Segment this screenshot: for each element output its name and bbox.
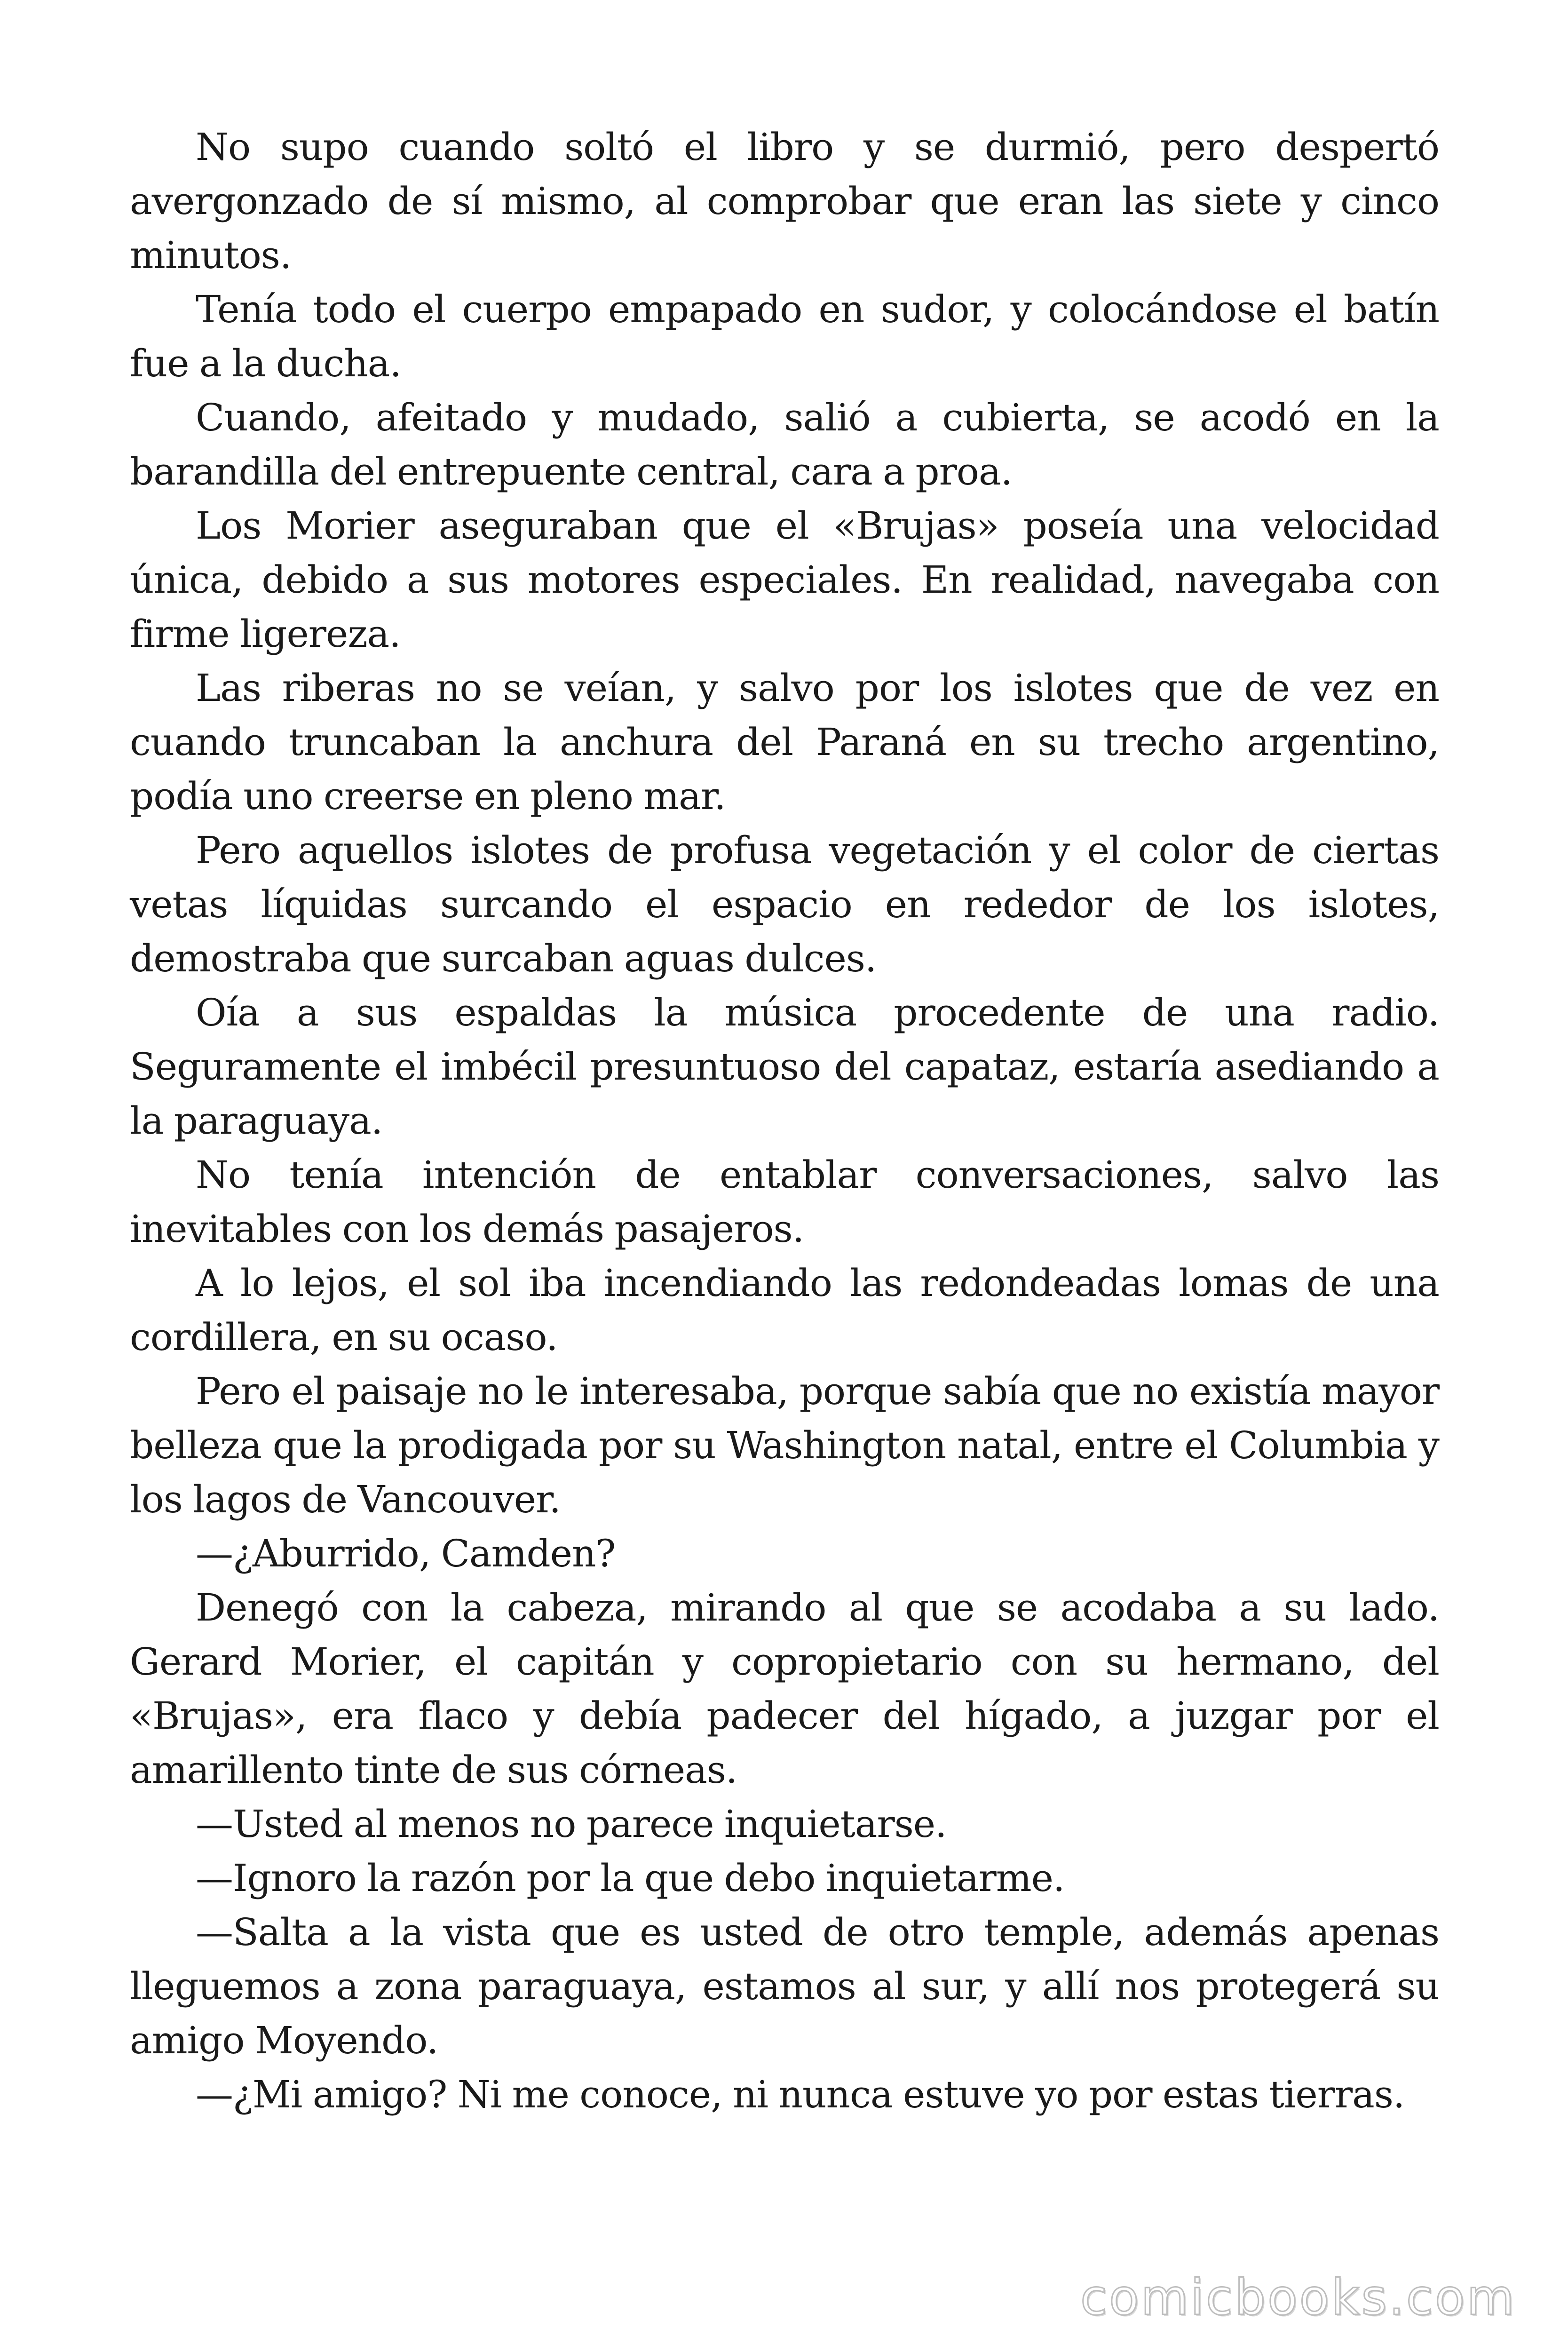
- paragraph: Las riberas no se veían, y salvo por los islotes que de vez en cuando truncaban la anchura del Paraná en su trecho argentino, podía uno creerse en pleno mar.: [130, 666, 1439, 818]
- paragraph: Cuando, afeitado y mudado, salió a cubierta, se acodó en la barandilla del entrepuente central, cara a proa.: [130, 396, 1439, 493]
- watermark: comicbooks.com: [1080, 2269, 1516, 2326]
- paragraph: Denegó con la cabeza, mirando al que se acodaba a su lado. Gerard Morier, el capitán y copropietario con su hermano, del «Brujas», era flaco y debía padecer del hígado, a juzgar por el amarillento tinte de sus córneas.: [130, 1586, 1439, 1792]
- paragraph: Pero aquellos islotes de profusa vegetación y el color de ciertas vetas líquidas surcando el espacio en rededor de los islotes, demostraba que surcaban aguas dulces.: [130, 828, 1439, 980]
- paragraph: No tenía intención de entablar conversaciones, salvo las inevitables con los demás pasajeros.: [130, 1153, 1439, 1251]
- dialogue-line: —Usted al menos no parece inquietarse.: [196, 1802, 947, 1846]
- paragraph: Los Morier aseguraban que el «Brujas» poseía una velocidad única, debido a sus motores especiales. En realidad, navegaba con firme ligereza.: [130, 504, 1439, 656]
- dialogue-line: —¿Aburrido, Camden?: [196, 1532, 616, 1575]
- paragraph: Pero el paisaje no le interesaba, porque sabía que no existía mayor belleza que la prodigada por su Washington natal, entre el Columbia y los lagos de Vancouver.: [130, 1369, 1439, 1521]
- dialogue-line: —¿Mi amigo? Ni me conoce, ni nunca estuve yo por estas tierras.: [196, 2073, 1405, 2116]
- paragraph: A lo lejos, el sol iba incendiando las redondeadas lomas de una cordillera, en su ocaso.: [130, 1261, 1439, 1359]
- dialogue-line: —Salta a la vista que es usted de otro temple, además apenas lleguemos a zona paraguaya, estamos al sur, y allí nos protegerá su amigo Moyendo.: [130, 1910, 1439, 2062]
- body-text: [130, 120, 1439, 2122]
- dialogue-line: —Ignoro la razón por la que debo inquietarme.: [196, 1856, 1065, 1900]
- paragraph: Oía a sus espaldas la música procedente de una radio. Seguramente el imbécil presuntuoso del capataz, estaría asediando a la paraguaya.: [130, 991, 1439, 1143]
- paragraph: No supo cuando soltó el libro y se durmió, pero despertó avergonzado de sí mismo, al comprobar que eran las siete y cinco minutos.: [130, 125, 1439, 277]
- paragraph: Tenía todo el cuerpo empapado en sudor, y colocándose el batín fue a la ducha.: [130, 287, 1439, 385]
